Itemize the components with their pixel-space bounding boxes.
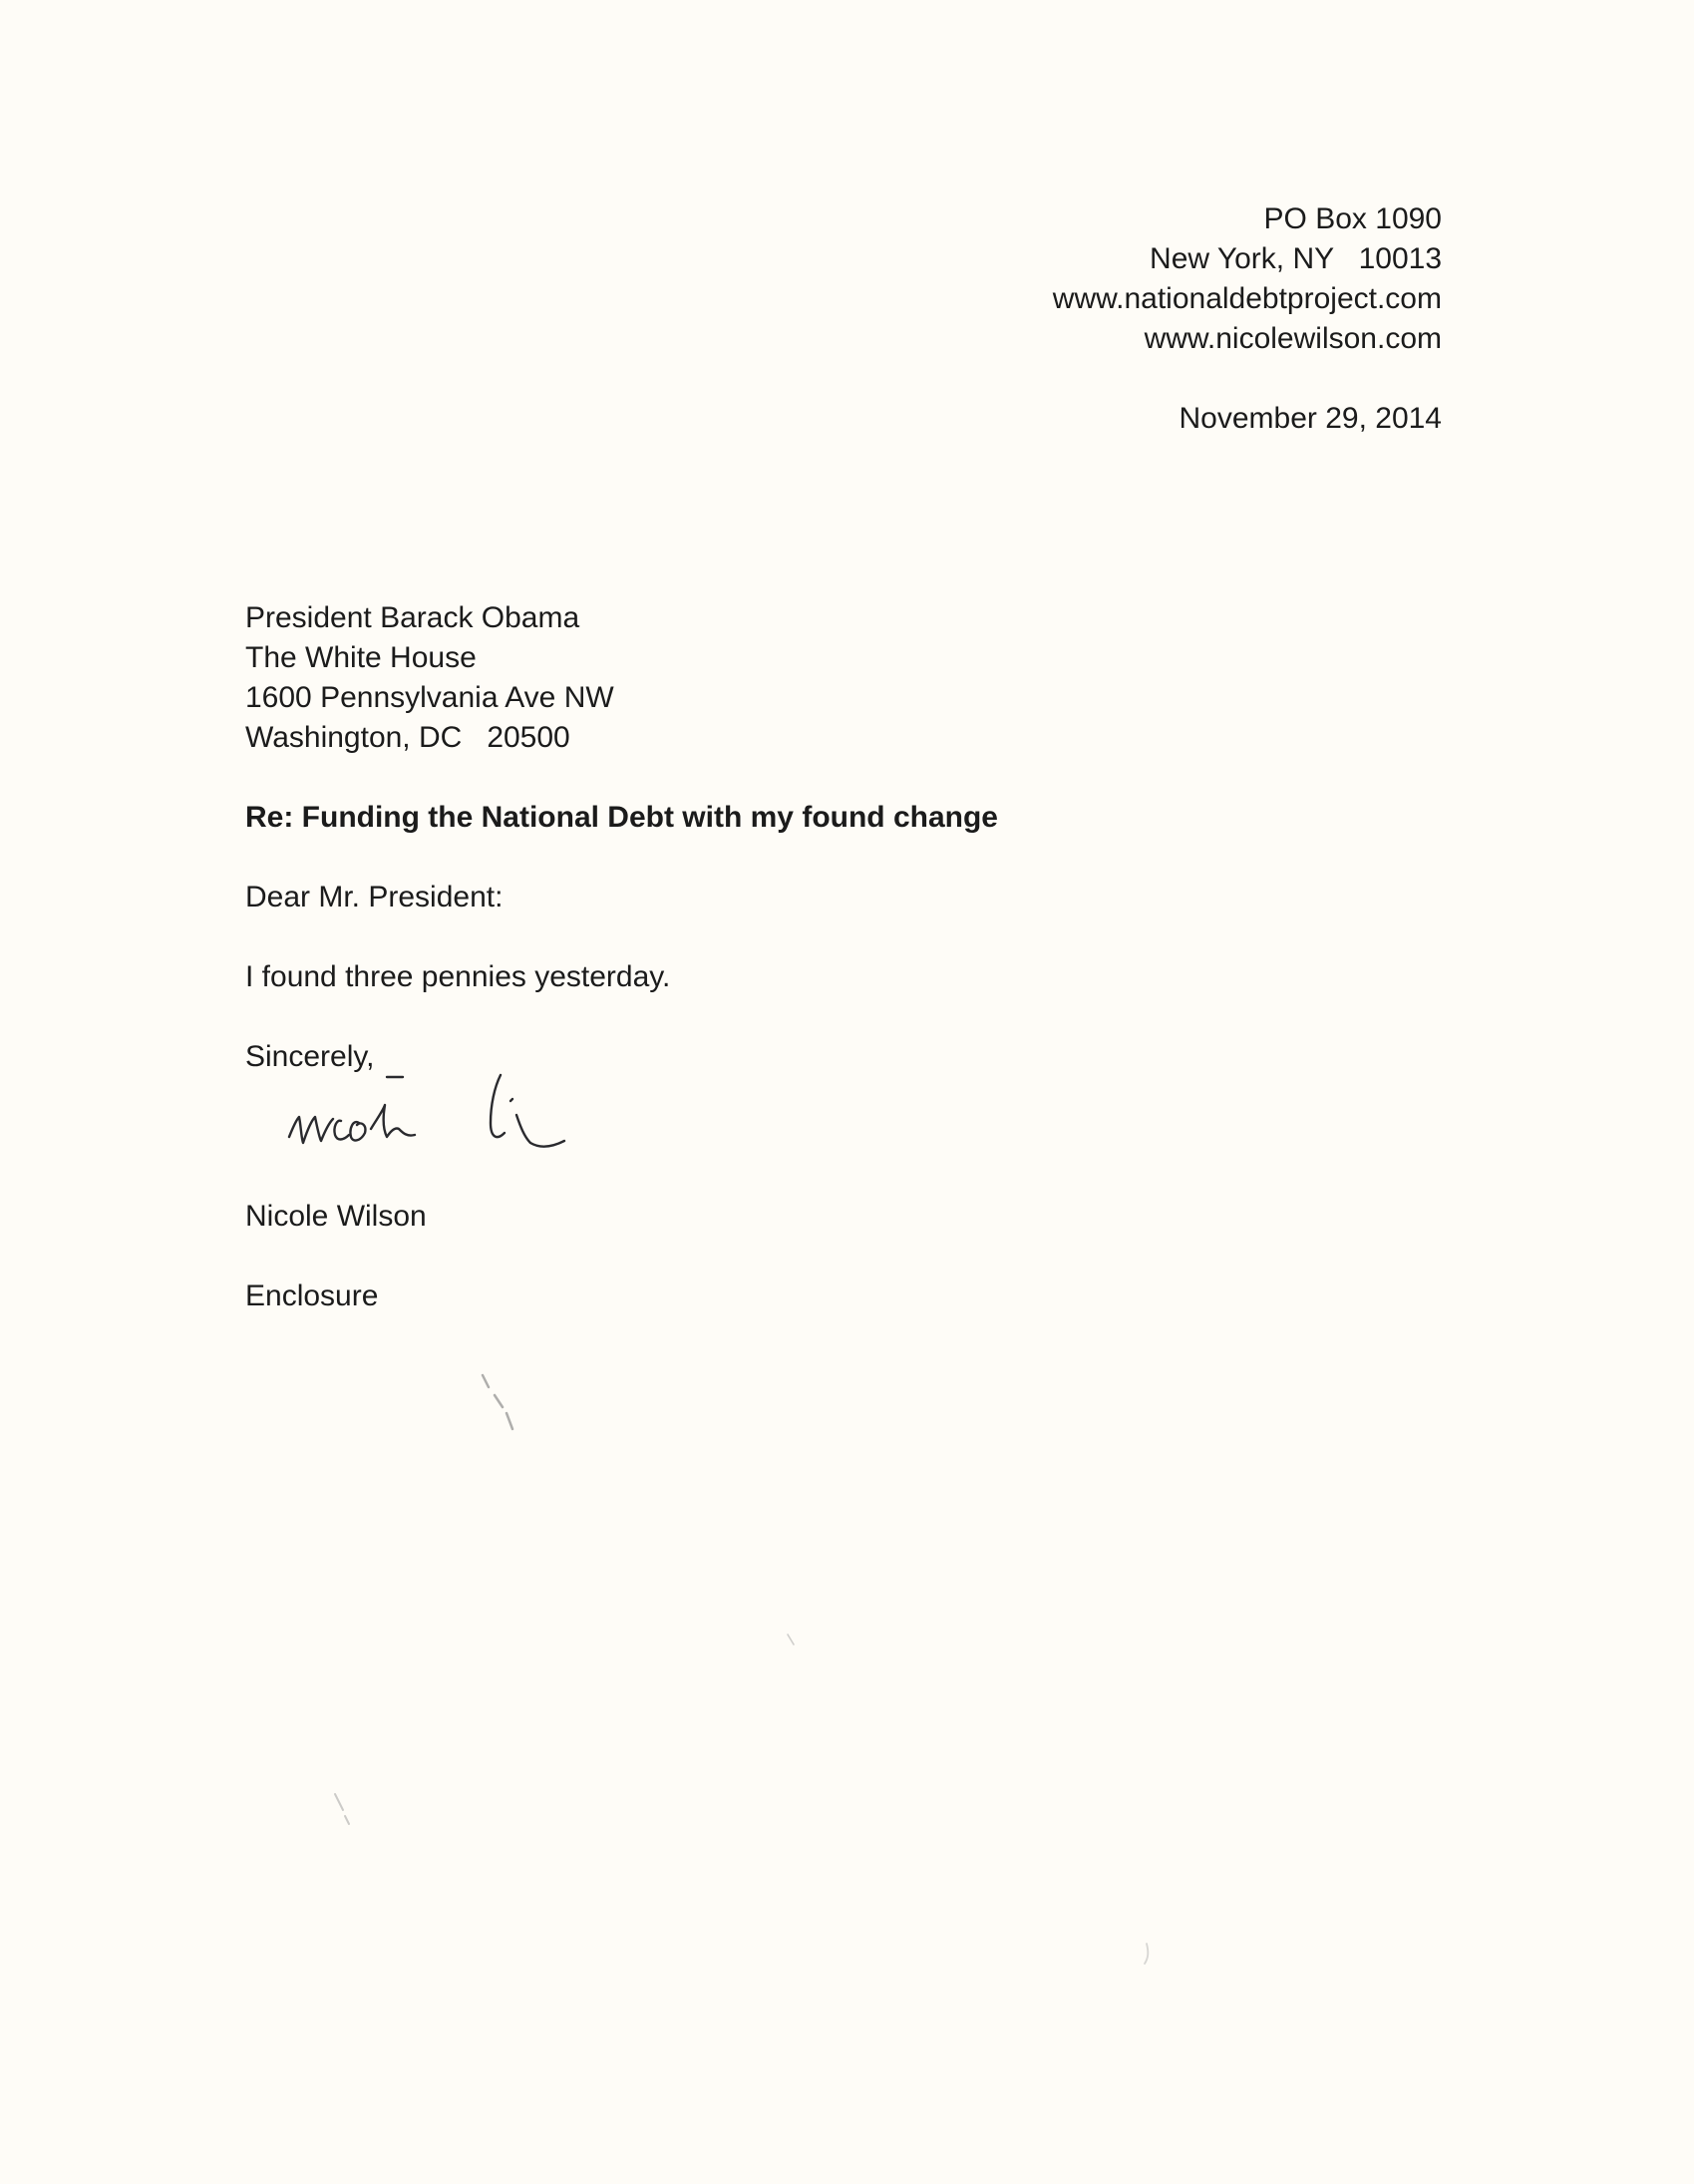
recipient-address-block — [245, 598, 614, 758]
recipient-name: President Barack Obama — [245, 601, 580, 634]
letter-date: November 29, 2014 — [1179, 402, 1442, 435]
sender-city-state-zip: New York, NY 10013 — [1150, 242, 1442, 275]
recipient-street: 1600 Pennsylvania Ave NW — [245, 681, 614, 714]
sender-website-personal: www.nicolewilson.com — [1144, 322, 1442, 355]
paper-speck-3 — [1137, 1940, 1157, 1970]
sender-website-national-debt: www.nationaldebtproject.com — [1052, 282, 1442, 315]
signer-name: Nicole Wilson — [245, 1200, 427, 1233]
sender-address-block — [1053, 199, 1442, 359]
salutation: Dear Mr. President: — [245, 881, 504, 913]
subject-line: Re: Funding the National Debt with my found change — [245, 801, 998, 834]
closing: Sincerely, — [245, 1040, 375, 1073]
recipient-city-state-zip: Washington, DC 20500 — [245, 721, 570, 754]
enclosure-notation: Enclosure — [245, 1279, 379, 1312]
paper-speck-2 — [329, 1790, 359, 1830]
recipient-organization: The White House — [245, 641, 477, 674]
handwritten-signature — [279, 1057, 658, 1177]
sender-po-box: PO Box 1090 — [1263, 202, 1442, 235]
paper-speck-1 — [477, 1371, 536, 1441]
letter-body: I found three pennies yesterday. — [245, 960, 671, 993]
paper-speck-4 — [784, 1631, 800, 1654]
